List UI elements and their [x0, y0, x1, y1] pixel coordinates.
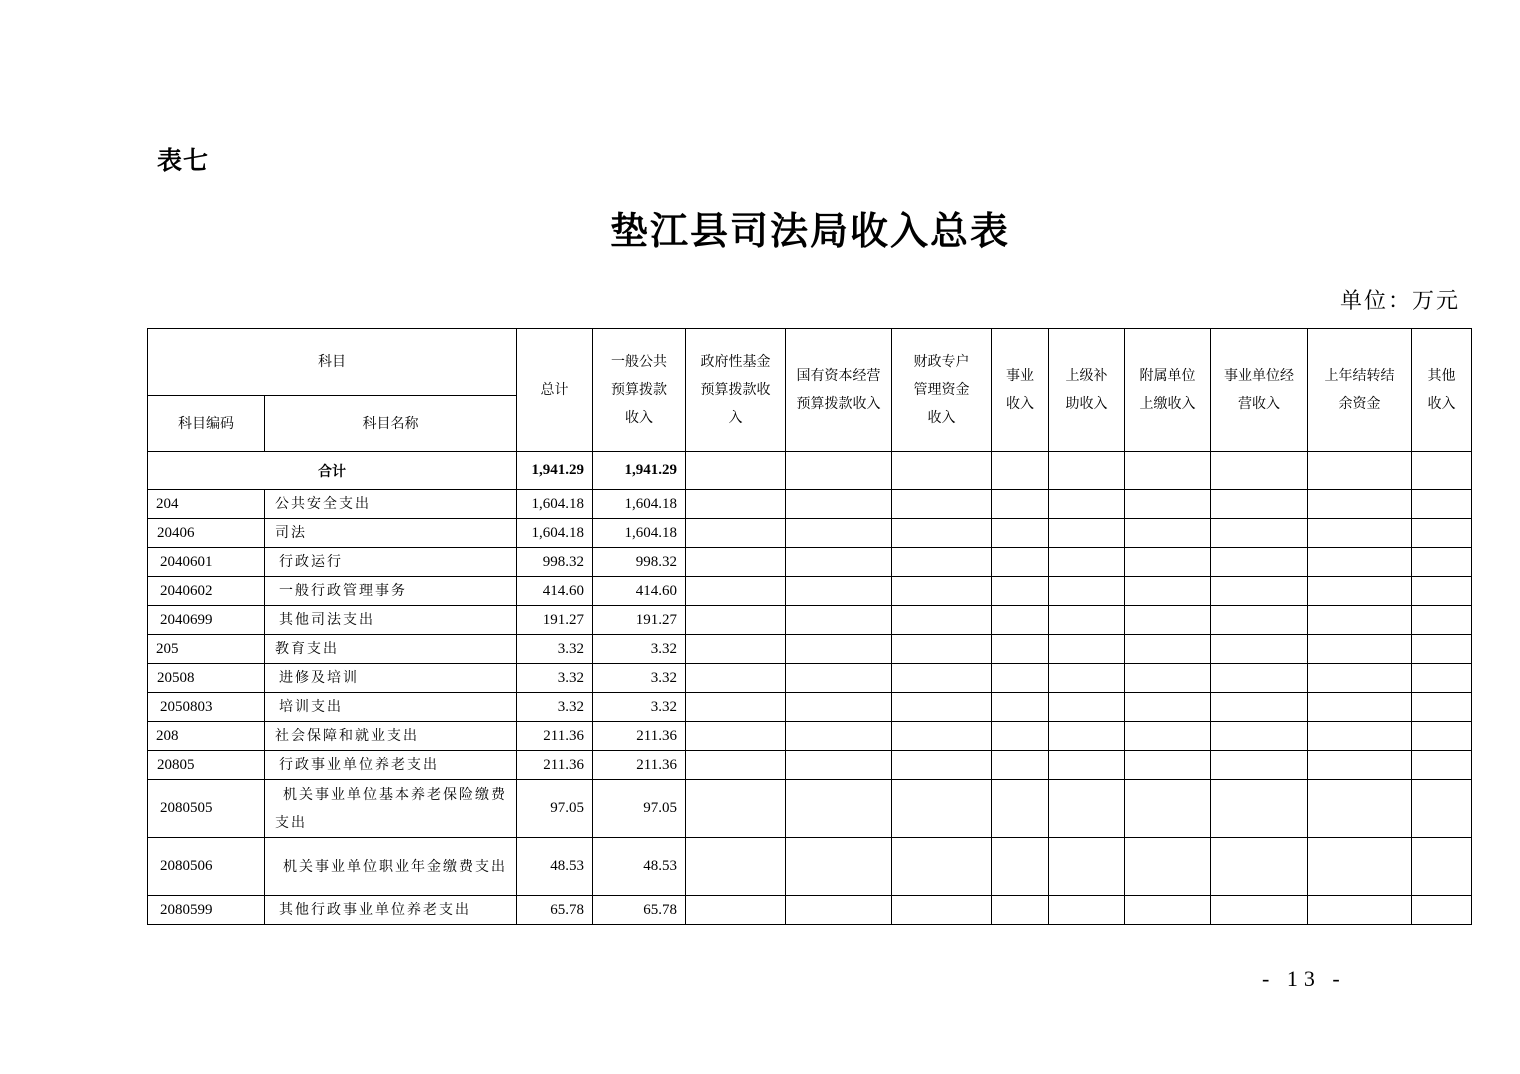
row-total: 3.32 — [517, 664, 593, 693]
row-name: 教育支出 — [265, 635, 517, 664]
header-total: 总计 — [517, 329, 593, 452]
row-name: 机关事业单位基本养老保险缴费支出 — [265, 780, 517, 838]
row-total: 414.60 — [517, 577, 593, 606]
table-row — [148, 548, 1472, 577]
row-general-budget: 998.32 — [593, 548, 686, 577]
header-business-operation: 事业单位经营收入 — [1211, 329, 1308, 452]
row-general-budget: 191.27 — [593, 606, 686, 635]
row-name: 其他行政事业单位养老支出 — [265, 896, 517, 925]
row-total: 211.36 — [517, 751, 593, 780]
table-row — [148, 519, 1472, 548]
header-subject-code: 科目编码 — [148, 396, 265, 452]
row-code: 205 — [148, 635, 265, 664]
row-general-budget: 1,604.18 — [593, 519, 686, 548]
row-general-budget: 1,604.18 — [593, 490, 686, 519]
table-row — [148, 490, 1472, 519]
row-name: 行政运行 — [265, 548, 517, 577]
header-business-income: 事业收入 — [992, 329, 1049, 452]
row-code: 2040699 — [148, 606, 265, 635]
row-name: 其他司法支出 — [265, 606, 517, 635]
row-general-budget: 3.32 — [593, 664, 686, 693]
unit-label: 单位：万元 — [1339, 289, 1460, 314]
table-label: 表七 — [157, 146, 210, 175]
row-name: 公共安全支出 — [265, 490, 517, 519]
row-code: 2080505 — [148, 780, 265, 838]
total-total: 1,941.29 — [517, 452, 593, 490]
table-row — [148, 780, 1472, 838]
table-row — [148, 896, 1472, 925]
row-total: 211.36 — [517, 722, 593, 751]
income-summary-table — [147, 328, 1472, 925]
header-state-capital: 国有资本经营预算拨款收入 — [786, 329, 892, 452]
header-subject: 科目 — [148, 329, 517, 396]
table-row — [148, 664, 1472, 693]
row-general-budget: 3.32 — [593, 693, 686, 722]
row-code: 20805 — [148, 751, 265, 780]
row-total: 3.32 — [517, 635, 593, 664]
row-total: 48.53 — [517, 838, 593, 896]
table-row — [148, 751, 1472, 780]
table-row — [148, 577, 1472, 606]
row-code: 204 — [148, 490, 265, 519]
row-name: 司法 — [265, 519, 517, 548]
row-general-budget: 414.60 — [593, 577, 686, 606]
row-name: 机关事业单位职业年金缴费支出 — [265, 838, 517, 896]
row-general-budget: 97.05 — [593, 780, 686, 838]
header-other-income: 其他收入 — [1412, 329, 1472, 452]
table-row — [148, 838, 1472, 896]
row-total: 1,604.18 — [517, 519, 593, 548]
header-general-budget: 一般公共预算拨款收入 — [593, 329, 686, 452]
row-code: 2040601 — [148, 548, 265, 577]
row-code: 208 — [148, 722, 265, 751]
table-row — [148, 635, 1472, 664]
header-superior-subsidy: 上级补助收入 — [1049, 329, 1125, 452]
row-total: 97.05 — [517, 780, 593, 838]
table-row — [148, 606, 1472, 635]
table-row — [148, 722, 1472, 751]
total-label: 合计 — [148, 452, 517, 490]
row-general-budget: 3.32 — [593, 635, 686, 664]
row-total: 65.78 — [517, 896, 593, 925]
row-total: 3.32 — [517, 693, 593, 722]
page-number: - 13 - — [1262, 966, 1346, 991]
row-name: 进修及培训 — [265, 664, 517, 693]
row-total: 998.32 — [517, 548, 593, 577]
row-total: 1,604.18 — [517, 490, 593, 519]
row-code: 20406 — [148, 519, 265, 548]
row-name: 一般行政管理事务 — [265, 577, 517, 606]
header-gov-fund: 政府性基金预算拨款收入 — [686, 329, 786, 452]
row-code: 20508 — [148, 664, 265, 693]
row-general-budget: 65.78 — [593, 896, 686, 925]
row-general-budget: 48.53 — [593, 838, 686, 896]
table-row — [148, 693, 1472, 722]
page-title: 垫江县司法局收入总表 — [609, 208, 1010, 253]
header-subject-name: 科目名称 — [265, 396, 517, 452]
row-general-budget: 211.36 — [593, 722, 686, 751]
total-row — [148, 452, 1472, 490]
row-general-budget: 211.36 — [593, 751, 686, 780]
total-general-budget: 1,941.29 — [593, 452, 686, 490]
header-carry-over: 上年结转结余资金 — [1308, 329, 1412, 452]
header-fiscal-special: 财政专户管理资金收入 — [892, 329, 992, 452]
row-total: 191.27 — [517, 606, 593, 635]
row-code: 2080599 — [148, 896, 265, 925]
row-code: 2040602 — [148, 577, 265, 606]
row-code: 2050803 — [148, 693, 265, 722]
row-name: 行政事业单位养老支出 — [265, 751, 517, 780]
row-code: 2080506 — [148, 838, 265, 896]
header-affiliated-units: 附属单位上缴收入 — [1125, 329, 1211, 452]
row-name: 培训支出 — [265, 693, 517, 722]
row-name: 社会保障和就业支出 — [265, 722, 517, 751]
